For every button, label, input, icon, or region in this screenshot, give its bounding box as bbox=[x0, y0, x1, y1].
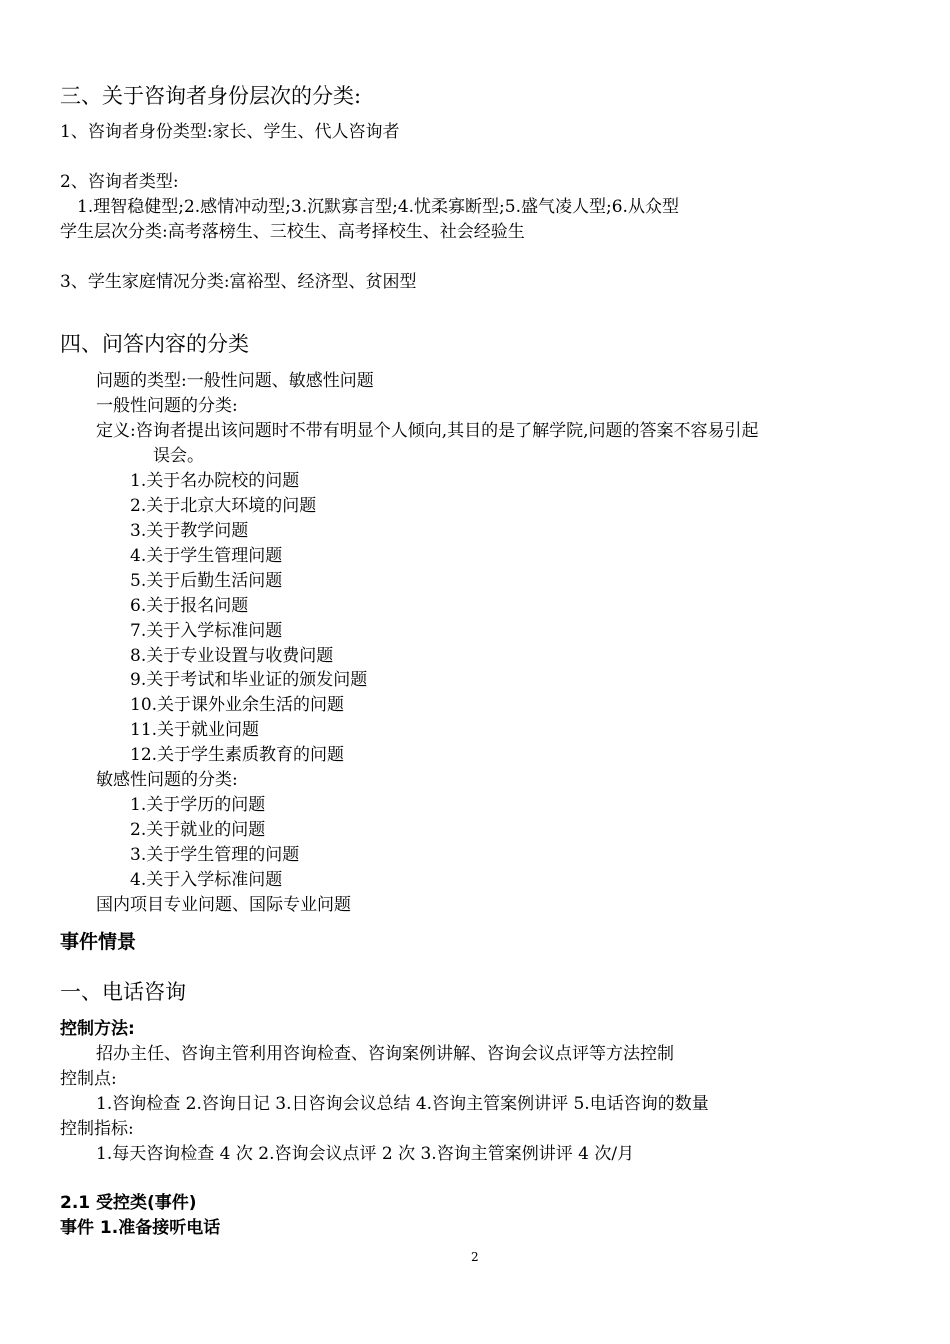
list-item: 10.关于课外业余生活的问题 bbox=[130, 695, 345, 715]
consultant-types-label: 2、咨询者类型: bbox=[60, 172, 179, 192]
control-method-label: 控制方法: bbox=[60, 1019, 135, 1039]
phone-consulting-heading: 一、电话咨询 bbox=[60, 980, 186, 1004]
list-item: 9.关于考试和毕业证的颁发问题 bbox=[130, 670, 368, 690]
list-item: 1.关于名办院校的问题 bbox=[130, 471, 300, 491]
list-item: 6.关于报名问题 bbox=[130, 596, 249, 616]
control-indicators-text: 1.每天咨询检查 4 次 2.咨询会议点评 2 次 3.咨询主管案例讲评 4 次/月 bbox=[96, 1144, 635, 1164]
definition-line2: 误会。 bbox=[153, 446, 204, 466]
family-types: 3、学生家庭情况分类:富裕型、经济型、贫困型 bbox=[60, 272, 417, 292]
list-item: 12.关于学生素质教育的问题 bbox=[130, 745, 345, 765]
consultant-types-list: 1.理智稳健型;2.感情冲动型;3.沉默寡言型;4.忧柔寡断型;5.盛气凌人型;6.从众型 bbox=[77, 197, 679, 217]
list-item: 7.关于入学标准问题 bbox=[130, 621, 283, 641]
events-heading: 事件情景 bbox=[60, 931, 137, 953]
subsection-heading: 2.1 受控类(事件) bbox=[60, 1193, 197, 1213]
list-item: 1.关于学历的问题 bbox=[130, 795, 266, 815]
control-method-text: 招办主任、咨询主管利用咨询检查、咨询案例讲解、咨询会议点评等方法控制 bbox=[96, 1044, 674, 1064]
control-points-label: 控制点: bbox=[60, 1069, 117, 1089]
domestic-intl-questions: 国内项目专业问题、国际专业问题 bbox=[96, 895, 351, 915]
question-types: 问题的类型:一般性问题、敏感性问题 bbox=[96, 371, 374, 391]
list-item: 3.关于教学问题 bbox=[130, 521, 249, 541]
list-item: 5.关于后勤生活问题 bbox=[130, 571, 283, 591]
list-item: 2.关于北京大环境的问题 bbox=[130, 496, 317, 516]
section3-heading: 三、关于咨询者身份层次的分类: bbox=[60, 84, 362, 108]
student-levels: 学生层次分类:高考落榜生、三校生、高考择校生、社会经验生 bbox=[60, 222, 525, 242]
event-title: 事件 1.准备接听电话 bbox=[60, 1218, 221, 1238]
identity-types: 1、咨询者身份类型:家长、学生、代人咨询者 bbox=[60, 122, 400, 142]
list-item: 8.关于专业设置与收费问题 bbox=[130, 646, 334, 666]
control-indicators-label: 控制指标: bbox=[60, 1119, 134, 1139]
definition-line1: 定义:咨询者提出该问题时不带有明显个人倾向,其目的是了解学院,问题的答案不容易引起 bbox=[96, 421, 759, 441]
list-item: 11.关于就业问题 bbox=[130, 720, 260, 740]
list-item: 4.关于学生管理问题 bbox=[130, 546, 283, 566]
sensitive-questions-label: 敏感性问题的分类: bbox=[96, 770, 238, 790]
list-item: 2.关于就业的问题 bbox=[130, 820, 266, 840]
list-item: 3.关于学生管理的问题 bbox=[130, 845, 300, 865]
section4-heading: 四、问答内容的分类 bbox=[60, 332, 249, 356]
general-questions-label: 一般性问题的分类: bbox=[96, 396, 238, 416]
page-number: 2 bbox=[471, 1250, 479, 1264]
list-item: 4.关于入学标准问题 bbox=[130, 870, 283, 890]
control-points-text: 1.咨询检查 2.咨询日记 3.日咨询会议总结 4.咨询主管案例讲评 5.电话咨询的数量 bbox=[96, 1094, 709, 1114]
